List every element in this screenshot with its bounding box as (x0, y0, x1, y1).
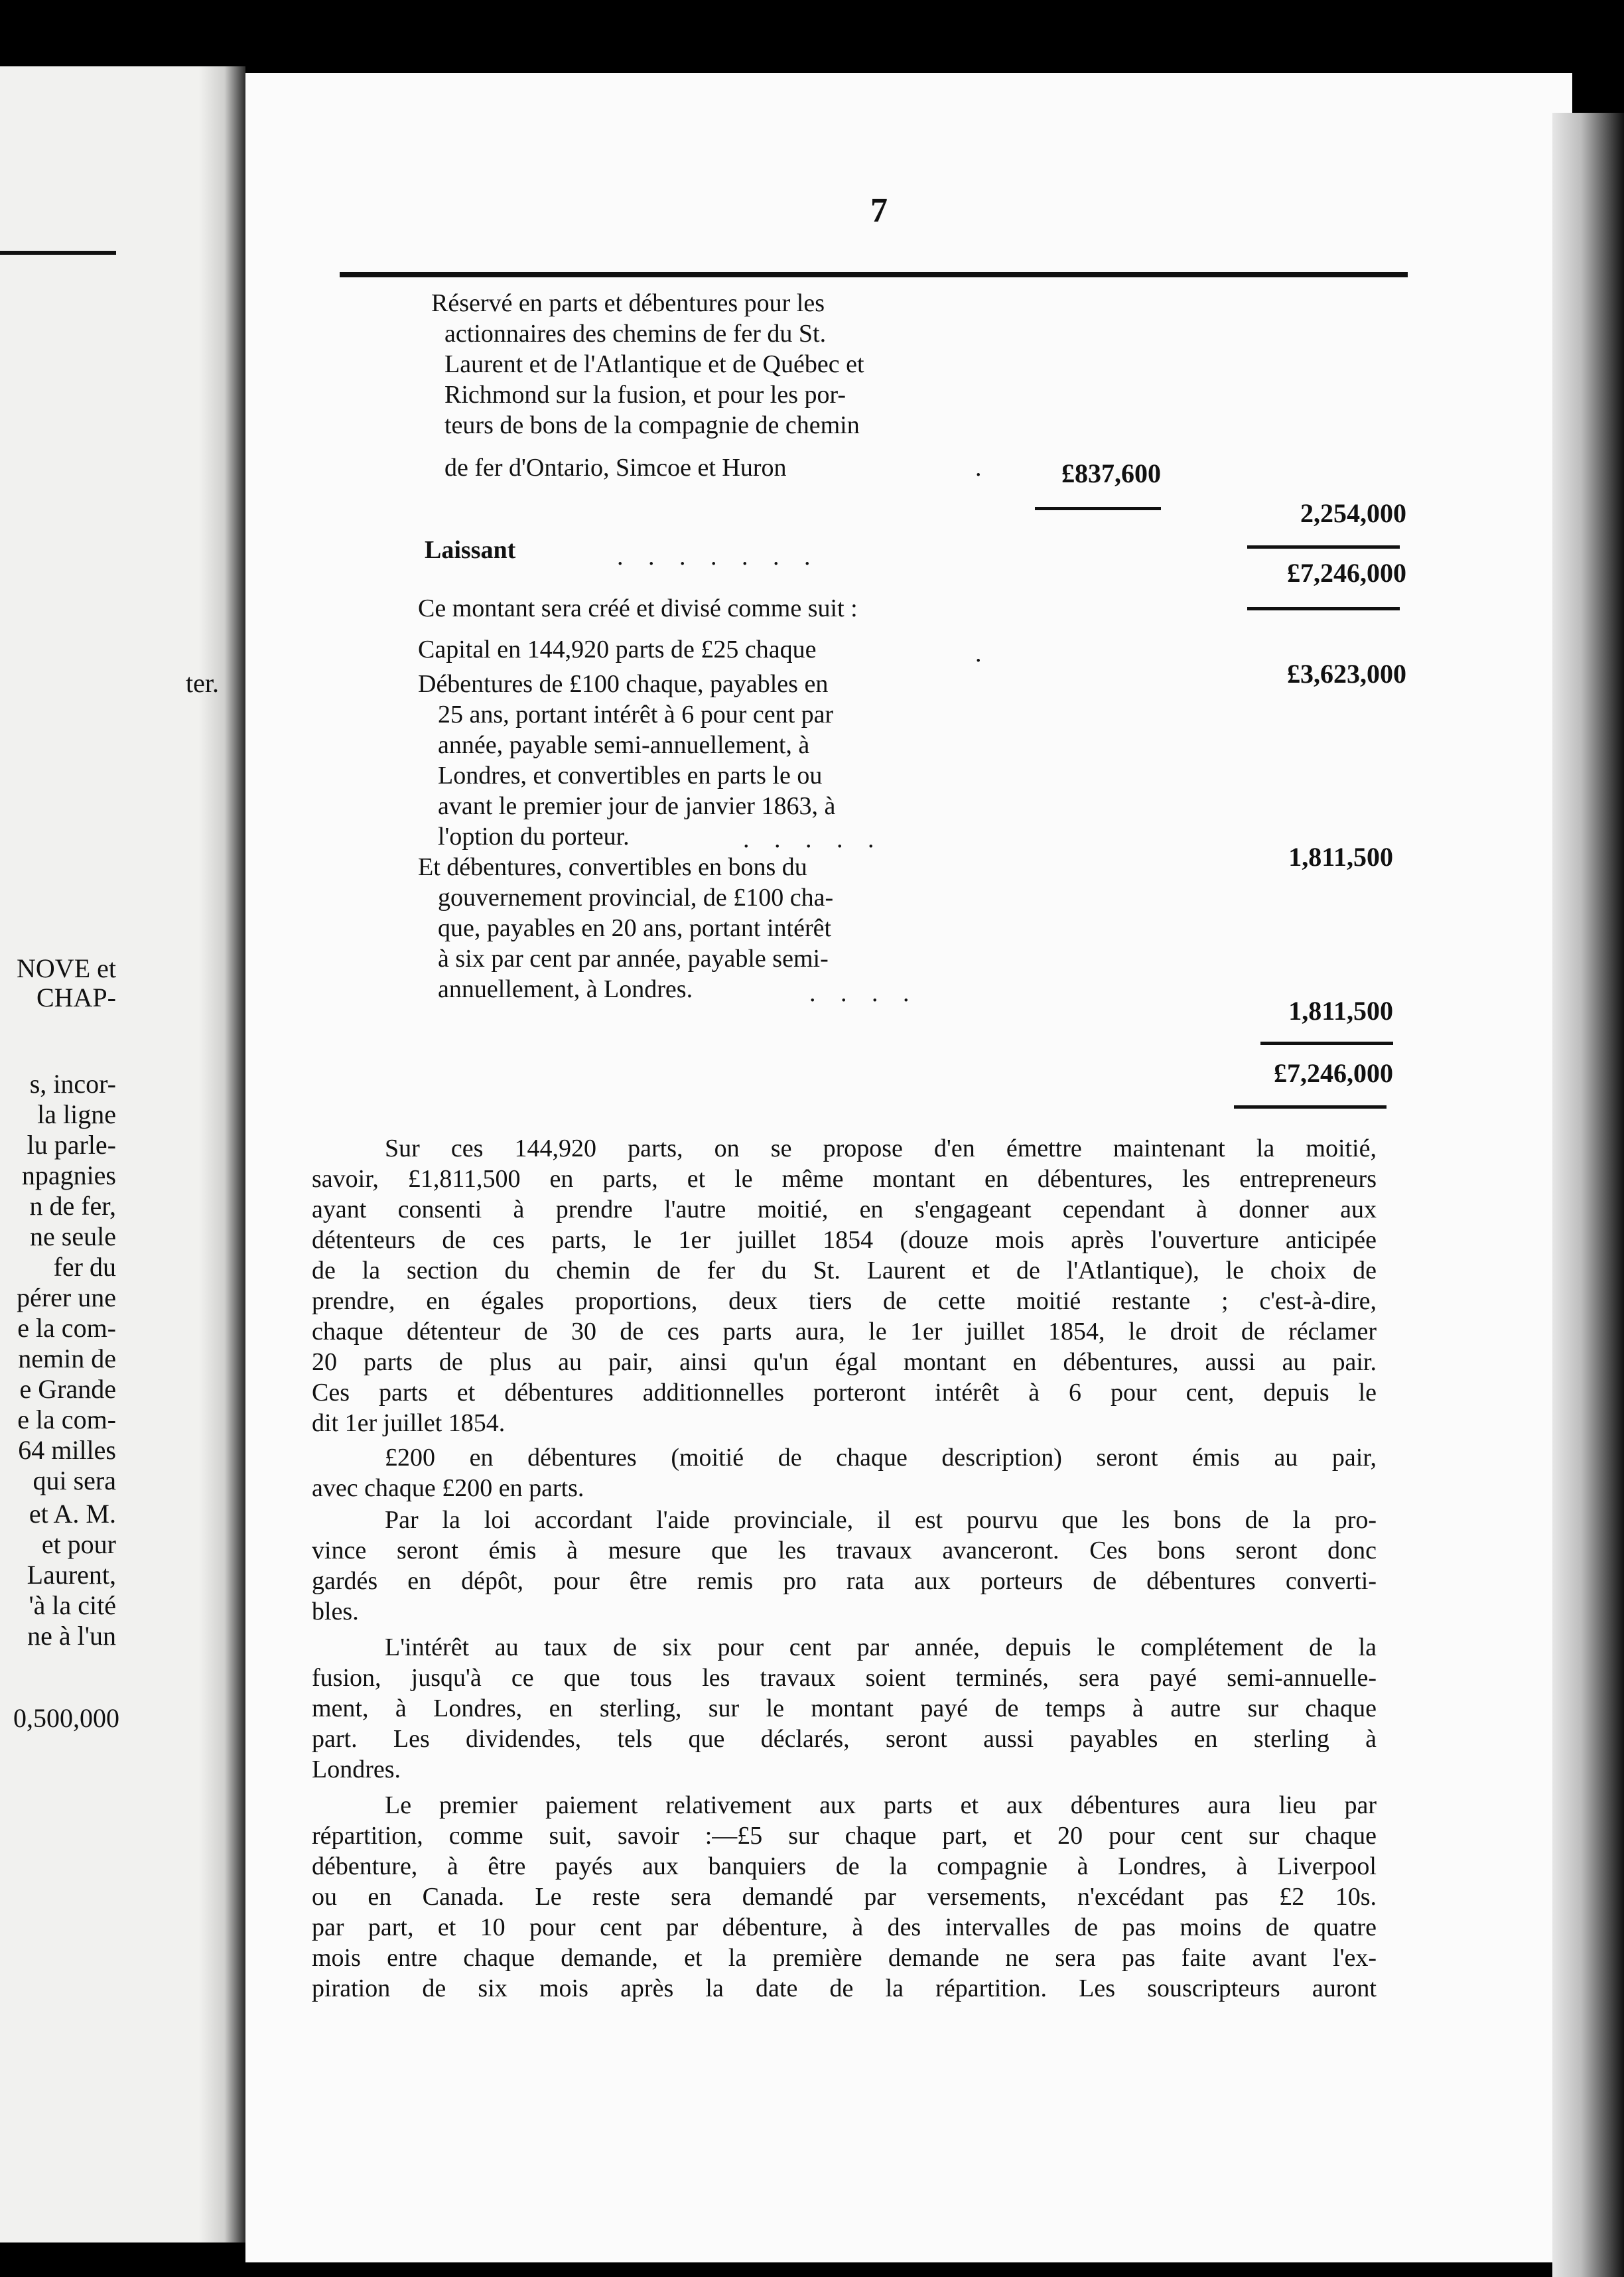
left-fragment-text: npagnies (21, 1160, 116, 1190)
paragraph-line: piration de six mois après la date de la répartition. Les souscripteurs auront (312, 1976, 1377, 2002)
paragraph-line: débenture, à être payés aux banquiers de la compagnie à Londres, à Liverpool (312, 1854, 1377, 1880)
capital-line: Capital en 144,920 parts de £25 chaque (418, 636, 817, 663)
convertible-line: gouvernement provincial, de £100 cha- (438, 884, 834, 912)
convertible-amount: 1,811,500 (1288, 996, 1393, 1026)
paragraph-line: ayant consenti à prendre l'autre moitié, en s'engageant cependant à donner aux (312, 1197, 1377, 1223)
paragraph-line: Londres. (312, 1756, 401, 1783)
left-fragment-text: fer du (53, 1252, 116, 1282)
paragraph-line: £200 en débentures (moitié de chaque description) seront émis au pair, (385, 1445, 1377, 1472)
laissant-label: Laissant (425, 536, 516, 564)
reserve-rule (1035, 507, 1161, 510)
paragraph-line: de la section du chemin de fer du St. Laurent et de l'Atlantique), le choix de (312, 1258, 1377, 1284)
reserve-total: 2,254,000 (1300, 498, 1406, 528)
convertible-line: Et débentures, convertibles en bons du (418, 853, 807, 881)
reserve-total-rule (1247, 545, 1400, 549)
paragraph-line: savoir, £1,811,500 en parts, et le même montant en débentures, les entrepreneurs (312, 1166, 1377, 1193)
paragraph-line: par part, et 10 pour cent par débenture, à des intervalles de pas moins de quatre (312, 1915, 1377, 1941)
debenture-dots: . . . . . (743, 825, 884, 853)
reserve-line: Réservé en parts et débentures pour les (431, 289, 825, 317)
division-total: £7,246,000 (1274, 1058, 1393, 1088)
left-fragment-text: Laurent, (27, 1560, 116, 1590)
debenture-line: 25 ans, portant intérêt à 6 pour cent par (438, 701, 834, 728)
paragraph-line: fusion, jusqu'à ce que tous les travaux soient terminés, sera payé semi-annuelle- (312, 1665, 1377, 1692)
paragraph-line: bles. (312, 1598, 359, 1625)
paragraph-line: Par la loi accordant l'aide provinciale, il est pourvu que les bons de la pro- (385, 1507, 1377, 1534)
paragraph-line: L'intérêt au taux de six pour cent par année, depuis le complétement de la (385, 1635, 1377, 1661)
paragraph-line: chaque détenteur de 30 de ces parts aura, le 1er juillet 1854, le droit de réclamer (312, 1319, 1377, 1346)
paragraph-line: Le premier paiement relativement aux parts et aux débentures aura lieu par (385, 1793, 1377, 1819)
laissant-rule (1247, 607, 1400, 610)
reserve-line: Richmond sur la fusion, et pour les por- (444, 381, 846, 409)
paragraph-line: ment, à Londres, en sterling, sur le montant payé de temps à autre sur chaque (312, 1696, 1377, 1722)
left-fragment-text: s, incor- (29, 1069, 116, 1099)
paragraph-line: Sur ces 144,920 parts, on se propose d'en émettre maintenant la moitié, (385, 1136, 1377, 1162)
convertible-line: à six par cent par année, payable semi- (438, 945, 829, 973)
paragraph-line: répartition, comme suit, savoir :—£5 sur chaque part, et 20 pour cent sur chaque (312, 1823, 1377, 1850)
paragraph-line: mois entre chaque demande, et la première demande ne sera pas faite avant l'ex- (312, 1945, 1377, 1972)
left-fragment-text: qui sera (33, 1466, 116, 1495)
paragraph-line: ou en Canada. Le reste sera demandé par versements, n'excédant pas £2 10s. (312, 1884, 1377, 1911)
reserve-line: de fer d'Ontario, Simcoe et Huron (444, 454, 787, 482)
reserve-line: teurs de bons de la compagnie de chemin (444, 411, 860, 439)
left-fragment-text: la ligne (37, 1099, 116, 1129)
laissant-dots: . . . . . . . (617, 543, 820, 571)
left-fragment-text: et pour (41, 1529, 116, 1559)
debenture-line: avant le premier jour de janvier 1863, à (438, 792, 836, 820)
left-fragment-text: pérer une (17, 1282, 116, 1312)
division-intro: Ce montant sera créé et divisé comme suit : (418, 594, 858, 622)
left-fragment-text: e Grande (19, 1374, 116, 1404)
division-rule (1260, 1042, 1393, 1045)
left-fragment-text: NOVE et (17, 953, 116, 983)
reserve-dot: . (975, 454, 982, 482)
paragraph-line: part. Les dividendes, tels que déclarés, seront aussi payables en sterling à (312, 1726, 1377, 1753)
debenture-line: Londres, et convertibles en parts le ou (438, 762, 823, 790)
left-fragment-text: nemin de (18, 1344, 116, 1373)
paragraph-line: avec chaque £200 en parts. (312, 1474, 584, 1502)
laissant-amount: £7,246,000 (1287, 558, 1406, 588)
left-fragment-text: n de fer, (29, 1191, 116, 1221)
reserve-line: actionnaires des chemins de fer du St. (444, 320, 827, 348)
division-total-rule (1234, 1105, 1387, 1109)
debenture-amount: 1,811,500 (1288, 842, 1393, 872)
capital-amount: £3,623,000 (1287, 659, 1406, 689)
left-fragment-text: e la com- (17, 1405, 116, 1434)
left-page-rule (0, 251, 116, 255)
reserve-amount: £837,600 (1061, 458, 1161, 488)
debenture-line: année, payable semi-annuellement, à (438, 731, 810, 759)
header-rule (340, 272, 1408, 277)
page-number: 7 (870, 192, 888, 230)
left-fragment-text: ne à l'un (27, 1621, 116, 1651)
left-fragment-text: lu parle- (27, 1130, 116, 1160)
convertible-dots: . . . . (809, 979, 919, 1007)
paragraph-line: prendre, en égales proportions, deux tiers de cette moitié restante ; c'est-à-dire, (312, 1288, 1377, 1315)
paragraph-line: vince seront émis à mesure que les travaux avanceront. Ces bons seront donc (312, 1538, 1377, 1564)
left-fragment-text: 'à la cité (29, 1590, 116, 1620)
paragraph-line: Ces parts et débentures additionnelles porteront intérêt à 6 pour cent, depuis le (312, 1380, 1377, 1407)
paragraph-line: détenteurs de ces parts, le 1er juillet 1854 (douze mois après l'ouverture anticipée (312, 1227, 1377, 1254)
left-fragment-text: et A. M. (29, 1499, 116, 1529)
left-fragment-text: e la com- (17, 1313, 116, 1343)
debenture-line: Débentures de £100 chaque, payables en (418, 670, 829, 698)
debenture-line: l'option du porteur. (438, 823, 630, 851)
convertible-line: annuellement, à Londres. (438, 975, 693, 1003)
left-fragment-text: ter. (186, 668, 219, 698)
capital-dot: . (975, 640, 982, 667)
reserve-line: Laurent et de l'Atlantique et de Québec et (444, 350, 864, 378)
paragraph-line: gardés en dépôt, pour être remis pro rata aux porteurs de débentures converti- (312, 1568, 1377, 1595)
left-fragment-text: ne seule (30, 1221, 116, 1251)
page-gutter (199, 66, 245, 2242)
paragraph-line: dit 1er juillet 1854. (312, 1409, 506, 1437)
left-fragment-text: 64 milles (18, 1435, 116, 1465)
convertible-line: que, payables en 20 ans, portant intérêt (438, 914, 832, 942)
left-fragment-text: CHAP- (36, 983, 116, 1012)
page-edge (1552, 113, 1624, 2277)
left-fragment-text: 0,500,000 (13, 1703, 119, 1733)
paragraph-line: 20 parts de plus au pair, ainsi qu'un égal montant en débentures, aussi au pair. (312, 1349, 1377, 1376)
